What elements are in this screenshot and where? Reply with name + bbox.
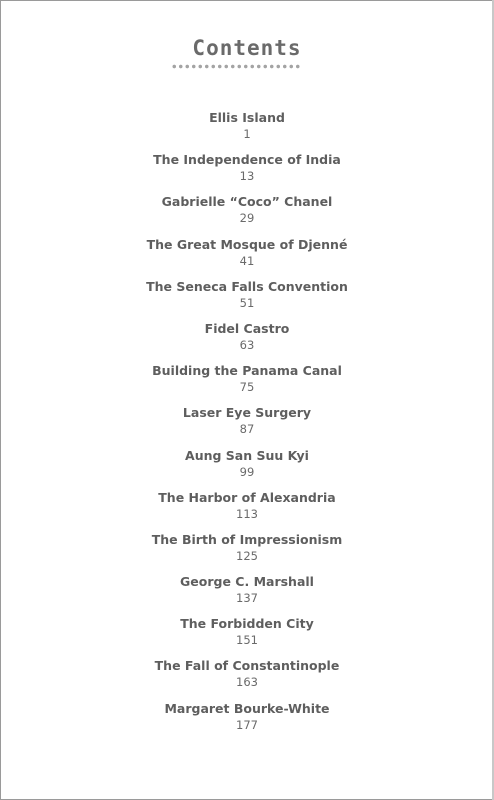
toc-entry-page-number: 41	[239, 253, 255, 268]
toc-entry-title: The Independence of India	[153, 152, 341, 168]
toc-entry-title: The Seneca Falls Convention	[146, 278, 348, 294]
toc-entry-page-number: 99	[239, 464, 255, 479]
toc-entry-page-number: 63	[239, 337, 255, 352]
toc-entry-page-number: 137	[236, 591, 258, 606]
toc-entry-seneca-falls-convention	[0, 278, 494, 320]
toc-entry-margaret-bourke-white	[0, 700, 494, 742]
dotted-divider	[171, 64, 301, 69]
toc-entry-page-number: 1	[243, 127, 251, 141]
toc-entry-ellis-island	[0, 109, 494, 151]
toc-entry-title: The Great Mosque of Djenné	[146, 236, 348, 252]
toc-entry-fall-of-constantinople	[0, 657, 494, 699]
toc-entry-page-number: 177	[236, 717, 258, 732]
toc-entry-title: Margaret Bourke-White	[164, 700, 330, 716]
toc-entry-george-c-marshall	[0, 573, 494, 615]
toc-entry-title: The Birth of Impressionism	[151, 531, 343, 547]
toc-entry-title: Gabrielle “Coco” Chanel	[161, 194, 333, 210]
toc-entry-laser-eye-surgery	[0, 404, 494, 446]
toc-entry-title: Laser Eye Surgery	[182, 405, 312, 421]
toc-entry-page-number: 29	[239, 211, 255, 226]
toc-entry-title: Aung San Suu Kyi	[185, 447, 309, 463]
contents-heading: Contents	[192, 36, 302, 60]
toc-entry-title: Ellis Island	[209, 110, 285, 125]
toc-entry-panama-canal	[0, 362, 494, 404]
toc-entry-title: Fidel Castro	[204, 320, 290, 336]
toc-entry-title: George C. Marshall	[180, 574, 314, 590]
toc-entry-coco-chanel	[0, 193, 494, 235]
toc-entry-great-mosque-of-djenne	[0, 236, 494, 278]
toc-entry-page-number: 125	[236, 548, 258, 563]
toc-entry-title: The Harbor of Alexandria	[158, 489, 336, 505]
toc-entry-birth-of-impressionism	[0, 531, 494, 573]
toc-entry-harbor-of-alexandria	[0, 489, 494, 531]
toc-entry-aung-san-suu-kyi	[0, 447, 494, 489]
toc-entry-page-number: 51	[239, 295, 255, 310]
toc-entry-page-number: 87	[239, 422, 255, 437]
table-of-contents	[0, 109, 494, 742]
toc-entry-title: Building the Panama Canal	[152, 363, 342, 379]
toc-entry-page-number: 75	[239, 380, 255, 395]
toc-entry-page-number: 163	[236, 675, 258, 690]
toc-entry-fidel-castro	[0, 320, 494, 362]
toc-entry-page-number: 13	[239, 169, 255, 184]
toc-entry-forbidden-city	[0, 615, 494, 657]
toc-entry-page-number: 151	[236, 633, 258, 648]
toc-entry-title: The Fall of Constantinople	[154, 658, 340, 674]
toc-entry-title: The Forbidden City	[180, 616, 314, 632]
toc-entry-page-number: 113	[236, 506, 258, 521]
toc-entry-independence-of-india	[0, 151, 494, 193]
